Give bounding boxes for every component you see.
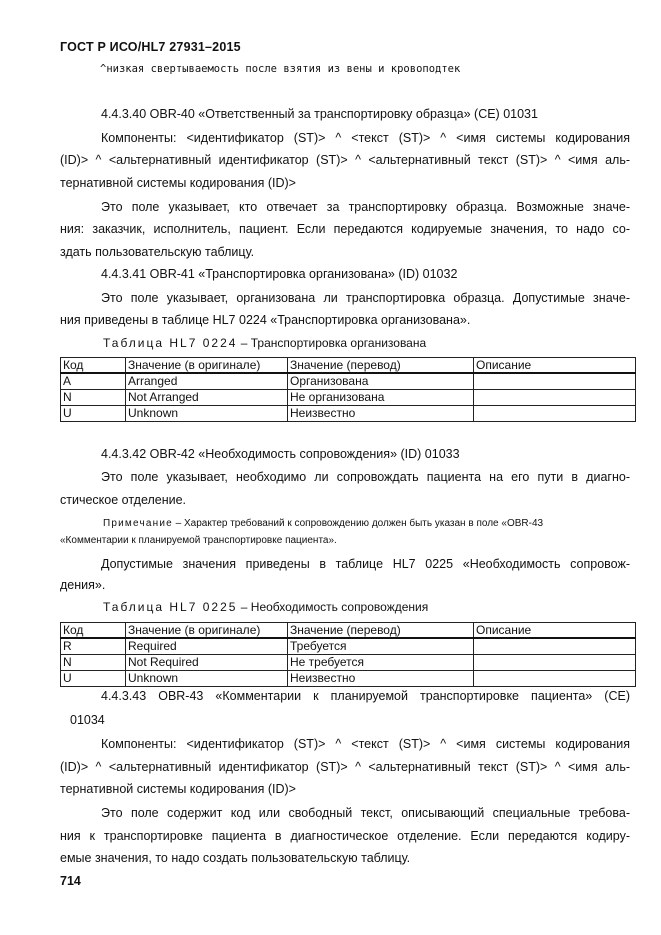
- table-row: [61, 655, 636, 671]
- table-cell: Unknown: [126, 406, 288, 422]
- table-cell: U: [61, 406, 126, 422]
- standard-header: ГОСТ Р ИСО/HL7 27931–2015: [60, 40, 241, 54]
- table-cell: Arranged: [126, 373, 288, 390]
- section-43-description-line: Это поле содержит код или свободный текст, описывающий специальные требова-: [101, 806, 630, 820]
- section-43-components-line: (ID)> ^ <альтернативный идентификатор (ST)> ^ <альтернативный текст (ST)> ^ <имя аль-: [60, 760, 630, 774]
- table-cell: [474, 655, 636, 671]
- table-cell: Организована: [288, 373, 474, 390]
- section-43-description-line: ния к транспортировке пациента в диагностическое отделение. Если передаются кодиру-: [60, 829, 630, 843]
- table-cell: R: [61, 638, 126, 655]
- section-41-description-line: Это поле указывает, организована ли транспортировка образца. Допустимые значе-: [101, 291, 630, 305]
- caption-label: Таблица HL7 0224: [103, 336, 238, 350]
- top-note: ^низкая свертываемость после взятия из вены и кровоподтек: [100, 63, 461, 75]
- table-0225: [60, 622, 636, 687]
- table-cell: [474, 671, 636, 687]
- table-cell: [474, 638, 636, 655]
- section-42-description-line: стическое отделение.: [60, 493, 187, 507]
- section-41-heading: 4.4.3.41 OBR-41 «Транспортировка организована» (ID) 01032: [101, 267, 458, 281]
- table-cell: [474, 390, 636, 406]
- header-cell: Описание: [474, 358, 636, 374]
- table-cell: A: [61, 373, 126, 390]
- table-header-row: [61, 623, 636, 639]
- section-40-components-line: Компоненты: <идентификатор (ST)> ^ <текст (ST)> ^ <имя системы кодирования: [101, 131, 630, 145]
- section-42-allowed-line: дения».: [60, 578, 106, 592]
- note-text: – Характер требований к сопровождению должен быть указан в поле «OBR-43: [172, 518, 544, 529]
- page-number: 714: [60, 874, 81, 888]
- table-cell: [474, 373, 636, 390]
- section-40-description-line: ния: заказчик, исполнитель, пациент. Если передаются кодируемые значения, то надо со-: [60, 222, 630, 236]
- table-cell: Требуется: [288, 638, 474, 655]
- note-line: «Комментарии к планируемой транспортировке пациента».: [60, 535, 337, 546]
- header-cell: Значение (перевод): [288, 358, 474, 374]
- section-43-description-line: емые значения, то надо создать пользовательскую таблицу.: [60, 851, 411, 865]
- table-0224-caption: [103, 336, 426, 350]
- table-cell: Не требуется: [288, 655, 474, 671]
- section-40-components-line: тернативной системы кодирования (ID)>: [60, 176, 296, 190]
- caption-label: Таблица HL7 0225: [103, 600, 238, 614]
- section-43-heading: 4.4.3.43 OBR-43 «Комментарии к планируемой транспортировке пациента» (CE): [101, 689, 630, 703]
- header-cell: Значение (в оригинале): [126, 358, 288, 374]
- table-row: [61, 390, 636, 406]
- section-40-components-line: (ID)> ^ <альтернативный идентификатор (ST)> ^ <альтернативный текст (ST)> ^ <имя аль-: [60, 153, 630, 167]
- table-cell: N: [61, 390, 126, 406]
- section-42-heading: 4.4.3.42 OBR-42 «Необходимость сопровождения» (ID) 01033: [101, 447, 460, 461]
- table-row: [61, 671, 636, 687]
- caption-title: – Необходимость сопровождения: [237, 600, 429, 614]
- table-cell: Not Arranged: [126, 390, 288, 406]
- table-cell: N: [61, 655, 126, 671]
- caption-title: – Транспортировка организована: [237, 336, 427, 350]
- section-43-heading-code: 01034: [70, 713, 105, 727]
- table-cell: Не организована: [288, 390, 474, 406]
- table-header-row: [61, 358, 636, 374]
- section-40-heading: 4.4.3.40 OBR-40 «Ответственный за транспортировку образца» (CE) 01031: [101, 107, 538, 121]
- table-row: [61, 373, 636, 390]
- section-42-description-line: Это поле указывает, необходимо ли сопровождать пациента на его пути в диагно-: [101, 470, 630, 484]
- header-cell: Значение (перевод): [288, 623, 474, 639]
- table-cell: Неизвестно: [288, 406, 474, 422]
- header-cell: Значение (в оригинале): [126, 623, 288, 639]
- header-cell: Код: [61, 358, 126, 374]
- table-0224: [60, 357, 636, 422]
- table-cell: [474, 406, 636, 422]
- section-43-components-line: Компоненты: <идентификатор (ST)> ^ <текст (ST)> ^ <имя системы кодирования: [101, 737, 630, 751]
- section-43-components-line: тернативной системы кодирования (ID)>: [60, 782, 296, 796]
- table-row: [61, 638, 636, 655]
- table-cell: Required: [126, 638, 288, 655]
- table-cell: U: [61, 671, 126, 687]
- section-41-description-line: ния приведены в таблице HL7 0224 «Транспортировка организована».: [60, 313, 471, 327]
- section-40-description-line: Это поле указывает, кто отвечает за транспортировку образца. Возможные значе-: [101, 200, 630, 214]
- table-cell: Неизвестно: [288, 671, 474, 687]
- note-line: [103, 517, 543, 530]
- section-40-description-line: здать пользовательскую таблицу.: [60, 245, 255, 259]
- header-cell: Описание: [474, 623, 636, 639]
- table-0225-caption: [103, 600, 428, 614]
- table-cell: Not Required: [126, 655, 288, 671]
- table-cell: Unknown: [126, 671, 288, 687]
- note-label: Примечание: [103, 518, 173, 529]
- section-42-allowed-line: Допустимые значения приведены в таблице HL7 0225 «Необходимость сопровож-: [101, 557, 630, 571]
- table-row: [61, 406, 636, 422]
- header-cell: Код: [61, 623, 126, 639]
